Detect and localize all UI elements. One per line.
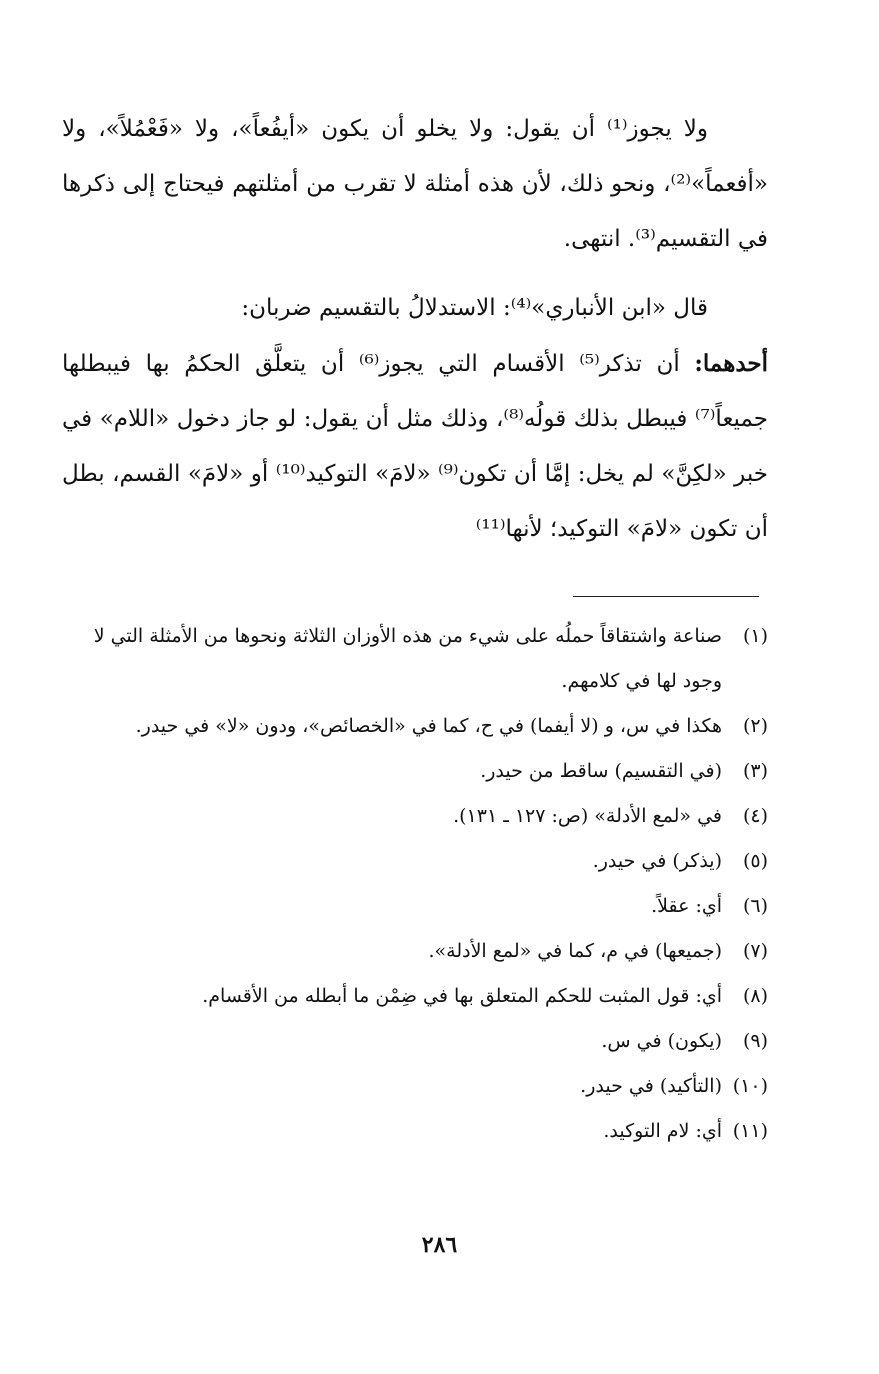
- footnote-text: أي: لام التوكيد.: [603, 1120, 722, 1142]
- footnote-number: (١): [742, 625, 768, 647]
- footnote: [62, 1109, 768, 1154]
- footnote-number: (٩): [742, 1030, 768, 1052]
- footnote-text: أي: عقلاً.: [651, 895, 722, 917]
- footnotes: [62, 614, 768, 1154]
- footnote-text: (في التقسيم) ساقط من حيدر.: [480, 760, 722, 782]
- footnote-number: (٣): [742, 760, 768, 782]
- paragraph: قال «ابن الأنباري»⁽⁴⁾: الاستدلالُ بالتقسيم ضربان:: [241, 295, 708, 321]
- footnote-separator: [573, 596, 759, 597]
- main-text: [62, 102, 768, 557]
- footnote-number: (٨): [742, 985, 768, 1007]
- footnote-text: صناعة واشتقاقاً حملُه على شيء من هذه الأوزان الثلاثة ونحوها من الأمثلة التي لا وجود لها في كلامهم.: [93, 625, 722, 692]
- footnote-text: (يكون) في س.: [601, 1030, 722, 1052]
- page-number: ٢٨٦: [421, 1232, 458, 1258]
- footnote-number: (١٠): [732, 1075, 768, 1097]
- footnote-number: (٥): [742, 850, 768, 872]
- footnote: [62, 794, 768, 839]
- footnote: [62, 1019, 768, 1064]
- footnote: [62, 929, 768, 974]
- footnote-text: أي: قول المثبت للحكم المتعلق بها في ضِمْن ما أبطله من الأقسام.: [202, 985, 722, 1007]
- paragraph: [62, 336, 768, 557]
- footnote-text: (جميعها) في م، كما في «لمع الأدلة».: [428, 940, 722, 962]
- footnote: [62, 884, 768, 929]
- paragraph-lead: أحدهما:: [694, 350, 769, 377]
- footnote: [62, 614, 768, 704]
- footnote-number: (٦): [742, 895, 768, 917]
- footnote-number: (٤): [742, 805, 768, 827]
- footnote-text: (التأكيد) في حيدر.: [580, 1075, 722, 1097]
- paragraph-text: أن تذكر⁽⁵⁾ الأقسام التي يجوز⁽⁶⁾ أن يتعلَّق الحكمُ بها فيبطلها جميعاً⁽⁷⁾ فيبطل بذلك قولُه⁽⁸⁾، وذلك مثل أن يقول: لو جاز دخول «اللام» في خبر «لكِنَّ» لم يخل: إمَّا أن تكون⁽⁹⁾ «لامَ» التوكيد⁽¹⁰⁾ أو «لامَ» القسم، بطل أن تكون «لامَ» التوكيد؛ لأنها⁽¹¹⁾: [62, 351, 768, 542]
- paragraph: ولا يجوز⁽¹⁾ أن يقول: ولا يخلو أن يكون «أيفُعاً»، ولا «فَعْمُلاً»، ولا «أفعماً»⁽²⁾، ونحو ذلك، لأن هذه أمثلة لا تقرب من أمثلتهم فيحتاج إلى ذكرها في التقسيم⁽³⁾. انتهى.: [62, 116, 768, 252]
- footnote: [62, 839, 768, 884]
- footnote: [62, 1064, 768, 1109]
- footnote-text: (يذكر) في حيدر.: [592, 850, 722, 872]
- footnote-number: (٧): [742, 940, 768, 962]
- footnote: [62, 749, 768, 794]
- footnote-number: (٢): [742, 715, 768, 737]
- footnote-number: (١١): [732, 1120, 768, 1142]
- footnote-text: هكذا في س، و (لا أيفما) في ح، كما في «الخصائص»، ودون «لا» في حيدر.: [135, 715, 722, 737]
- footnote: [62, 974, 768, 1019]
- footnote: [62, 704, 768, 749]
- footnote-text: في «لمع الأدلة» (ص: ١٢٧ ـ ١٣١).: [453, 805, 722, 827]
